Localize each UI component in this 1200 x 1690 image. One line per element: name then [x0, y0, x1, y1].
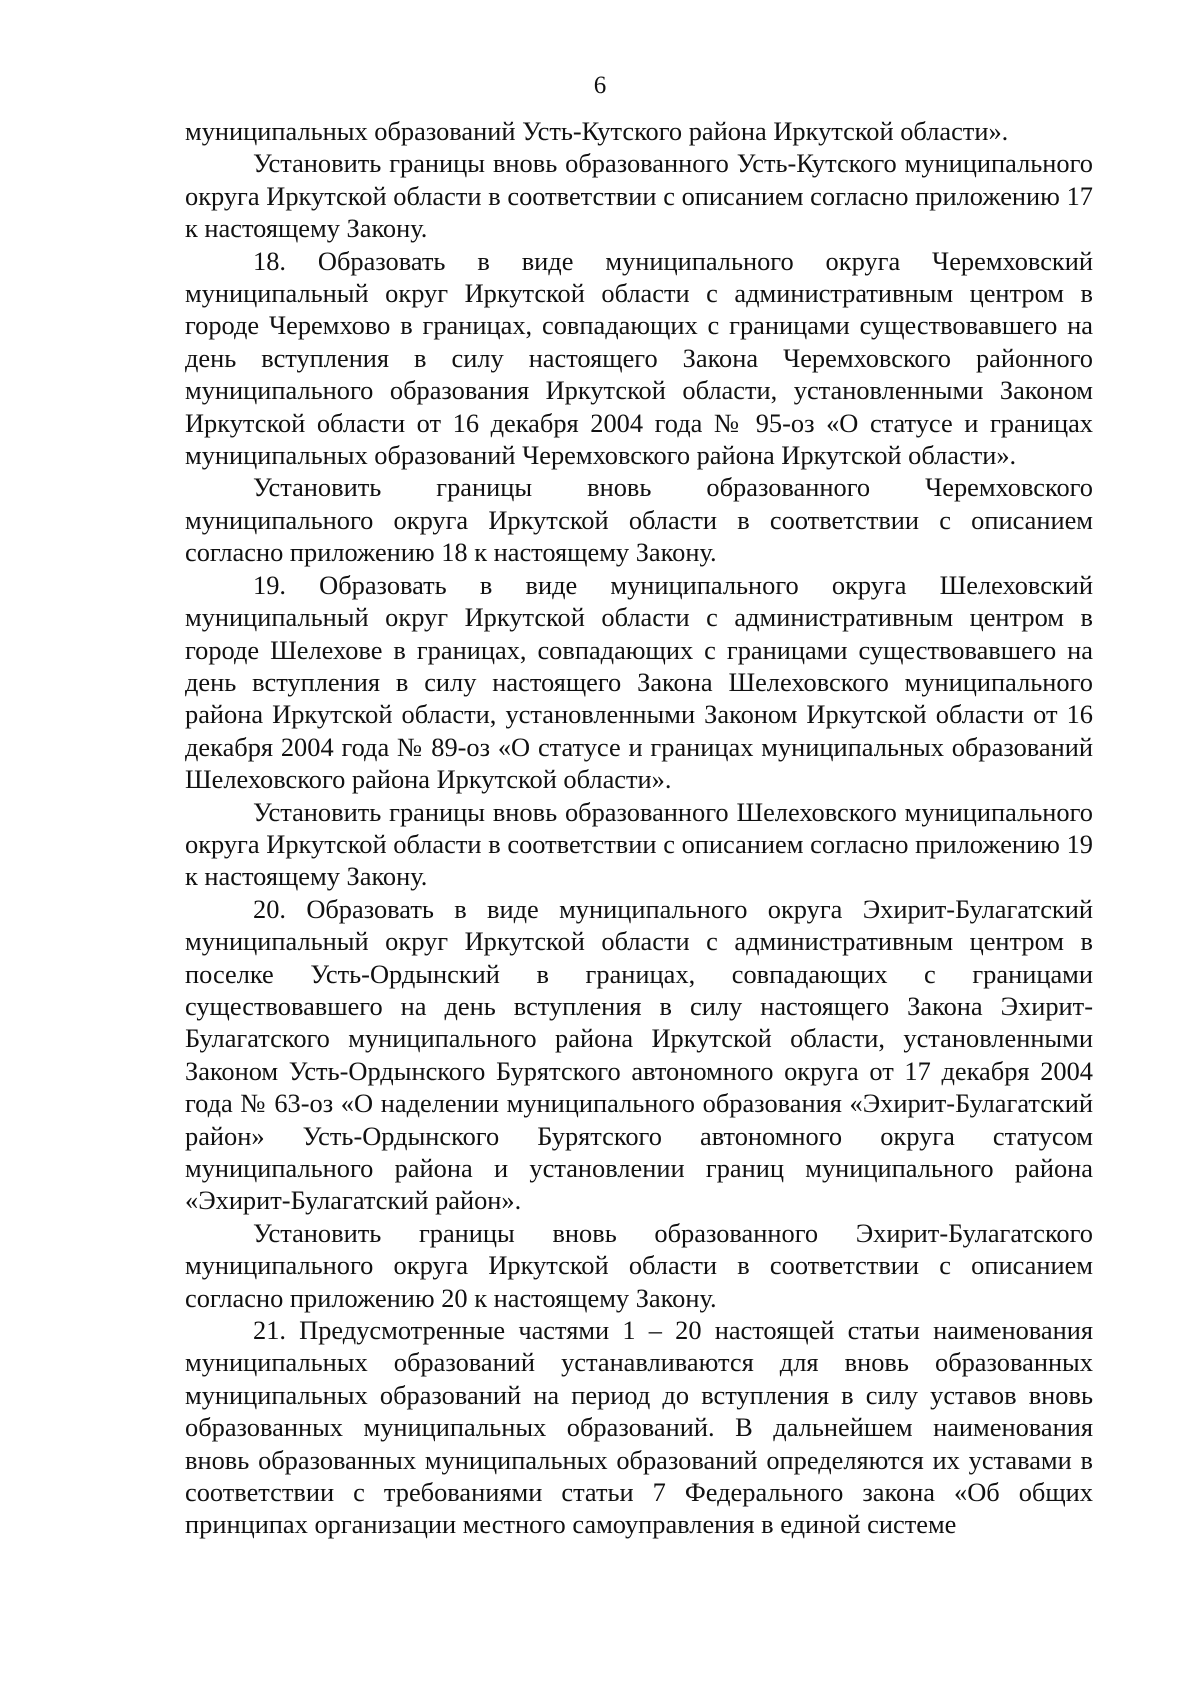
paragraph-item-20: 20. Образовать в виде муниципального округа Эхирит-Булагатский муниципальный округ Иркутской области с административным центром в поселке Усть-Ордынский в границах, совпадающих с границами существовавшего на день вступления в силу настоящего Закона Эхирит-Булагатского муниципального района Иркутской области, установленными Законом Усть-Ордынского Бурятского автономного округа от 17 декабря 2004 года № 63-оз «О наделении муниципального образования «Эхирит-Булагатский район» Усть-Ордынского Бурятского автономного округа статусом муниципального района и установлении границ муниципального района «Эхирит-Булагатский район». — [185, 893, 1093, 1216]
document-body — [185, 115, 1093, 1541]
paragraph-item-19: 19. Образовать в виде муниципального округа Шелеховский муниципальный округ Иркутской области с административным центром в городе Шелехове в границах, совпадающих с границами существовавшего на день вступления в силу настоящего Закона Шелеховского муниципального района Иркутской области, установленными Законом Иркутской области от 16 декабря 2004 года № 89-оз «О статусе и границах муниципальных образований Шелеховского района Иркутской области». — [185, 569, 1093, 795]
paragraph: Установить границы вновь образованного Эхирит-Булагатского муниципального округа Иркутской области в соответствии с описанием согласно приложению 20 к настоящему Закону. — [185, 1217, 1093, 1313]
paragraph: Установить границы вновь образованного Шелеховского муниципального округа Иркутской области в соответствии с описанием согласно приложению 19 к настоящему Закону. — [185, 796, 1093, 892]
paragraph-continuation: муниципальных образований Усть-Кутского района Иркутской области». — [185, 116, 1009, 146]
paragraph: Установить границы вновь образованного Черемховского муниципального округа Иркутской области в соответствии с описанием согласно приложению 18 к настоящему Закону. — [185, 472, 1093, 568]
paragraph-item-18: 18. Образовать в виде муниципального округа Черемховский муниципальный округ Иркутской области с административным центром в городе Черемхово в границах, совпадающих с границами существовавшего на день вступления в силу настоящего Закона Черемховского районного муниципального образования Иркутской области, установленными Законом Иркутской области от 16 декабря 2004 года № 95-оз «О статусе и границах муниципальных образований Черемховского района Иркутской области». — [185, 245, 1093, 471]
page-number: 6 — [593, 72, 607, 99]
paragraph-item-21: 21. Предусмотренные частями 1 – 20 настоящей статьи наименования муниципальных образований устанавливаются для вновь образованных муниципальных образований на период до вступления в силу уставов вновь образованных муниципальных образований. В дальнейшем наименования вновь образованных муниципальных образований определяются их уставами в соответствии с требованиями статьи 7 Федерального закона «Об общих принципах организации местного самоуправления в единой системе — [185, 1315, 1093, 1540]
paragraph: Установить границы вновь образованного Усть-Кутского муниципального округа Иркутской области в соответствии с описанием согласно приложению 17 к настоящему Закону. — [185, 148, 1093, 244]
